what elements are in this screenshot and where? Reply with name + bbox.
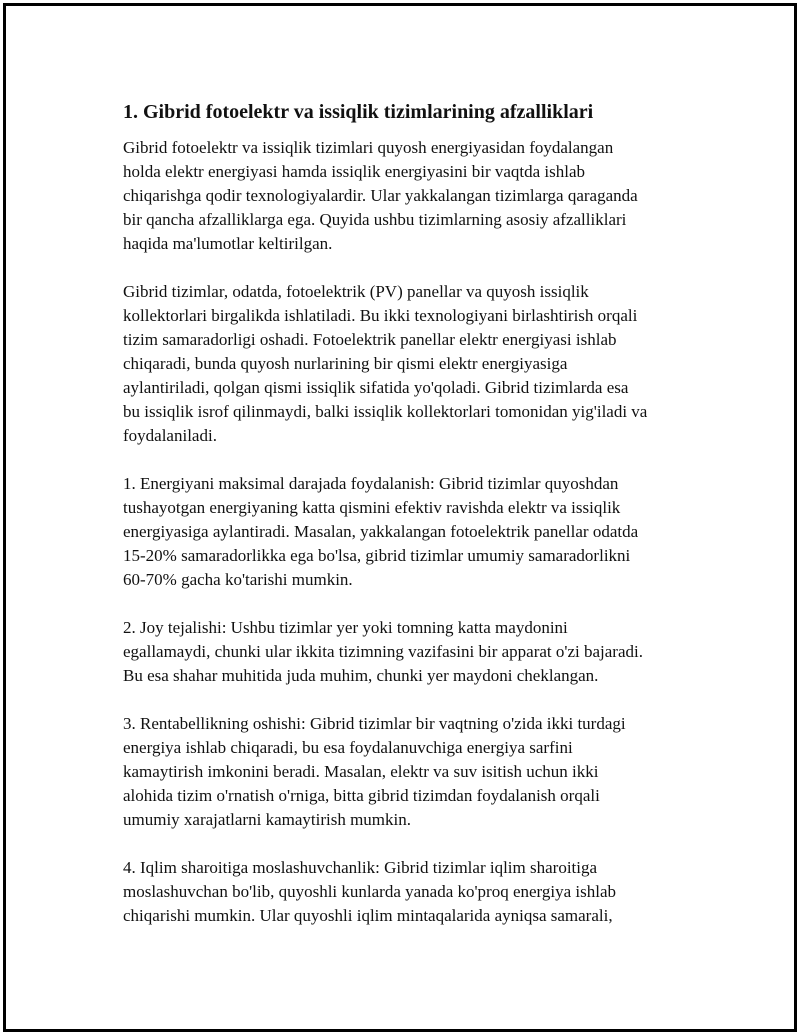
- text-line: bir qancha afzalliklarga ega. Quyida ushbu tizimlarning asosiy afzalliklari: [123, 210, 627, 229]
- text-line: 15-20% samaradorlikka ega bo'lsa, gibrid tizimlar umumiy samaradorlikni: [123, 546, 631, 565]
- text-line: 4. Iqlim sharoitiga moslashuvchanlik: Gibrid tizimlar iqlim sharoitiga: [123, 858, 598, 877]
- text-line: Bu esa shahar muhitida juda muhim, chunki yer maydoni cheklangan.: [123, 666, 599, 685]
- text-line: chiqarishi mumkin. Ular quyoshli iqlim mintaqalarida ayniqsa samarali,: [123, 906, 613, 925]
- text-line: 1. Energiyani maksimal darajada foydalanish: Gibrid tizimlar quyoshdan: [123, 474, 619, 493]
- text-line: aylantiriladi, qolgan qismi issiqlik sifatida yo'qoladi. Gibrid tizimlarda esa: [123, 378, 629, 397]
- section-title: 1. Gibrid fotoelektr va issiqlik tizimlarining afzalliklari: [123, 101, 594, 123]
- paragraph-space-saving: [123, 616, 713, 688]
- text-line: alohida tizim o'rnatish o'rniga, bitta gibrid tizimdan foydalanish orqali: [123, 786, 600, 805]
- text-line: Gibrid fotoelektr va issiqlik tizimlari quyosh energiyasidan foydalangan: [123, 138, 614, 157]
- text-line: umumiy xarajatlarni kamaytirish mumkin.: [123, 810, 411, 829]
- text-line: chiqaradi, bunda quyosh nurlarining bir qismi elektr energiyasiga: [123, 354, 568, 373]
- text-line: bu issiqlik isrof qilinmaydi, balki issiqlik kollektorlari tomonidan yig'iladi va: [123, 402, 648, 421]
- text-line: chiqarishga qodir texnologiyalardir. Ular yakkalangan tizimlarga qaraganda: [123, 186, 638, 205]
- paragraph-energy-usage: [123, 472, 713, 592]
- paragraph-climate-adaptability: [123, 856, 713, 928]
- text-line: 2. Joy tejalishi: Ushbu tizimlar yer yoki tomning katta maydonini: [123, 618, 568, 637]
- document-content: [123, 98, 713, 952]
- text-line: kollektorlari birgalikda ishlatiladi. Bu ikki texnologiyani birlashtirish orqali: [123, 306, 638, 325]
- paragraph-profitability: [123, 712, 713, 832]
- text-line: haqida ma'lumotlar keltirilgan.: [123, 234, 333, 253]
- text-line: energiyasiga aylantiradi. Masalan, yakkalangan fotoelektrik panellar odatda: [123, 522, 639, 541]
- text-line: holda elektr energiyasi hamda issiqlik energiyasini bir vaqtda ishlab: [123, 162, 586, 181]
- text-line: tizim samaradorligi oshadi. Fotoelektrik panellar elektr energiyasi ishlab: [123, 330, 617, 349]
- text-line: 3. Rentabellikning oshishi: Gibrid tizimlar bir vaqtning o'zida ikki turdagi: [123, 714, 626, 733]
- text-line: moslashuvchan bo'lib, quyoshli kunlarda yanada ko'proq energiya ishlab: [123, 882, 617, 901]
- text-line: Gibrid tizimlar, odatda, fotoelektrik (PV) panellar va quyosh issiqlik: [123, 282, 589, 301]
- paragraph-overview: [123, 280, 713, 448]
- page-frame: [3, 3, 797, 1032]
- text-line: tushayotgan energiyaning katta qismini efektiv ravishda elektr va issiqlik: [123, 498, 621, 517]
- text-line: egallamaydi, chunki ular ikkita tizimning vazifasini bir apparat o'zi bajaradi.: [123, 642, 643, 661]
- paragraph-intro: [123, 136, 713, 256]
- text-line: kamaytirish imkonini beradi. Masalan, elektr va suv isitish uchun ikki: [123, 762, 599, 781]
- text-line: energiya ishlab chiqaradi, bu esa foydalanuvchiga energiya sarfini: [123, 738, 573, 757]
- text-line: foydalaniladi.: [123, 426, 217, 445]
- text-line: 60-70% gacha ko'tarishi mumkin.: [123, 570, 353, 589]
